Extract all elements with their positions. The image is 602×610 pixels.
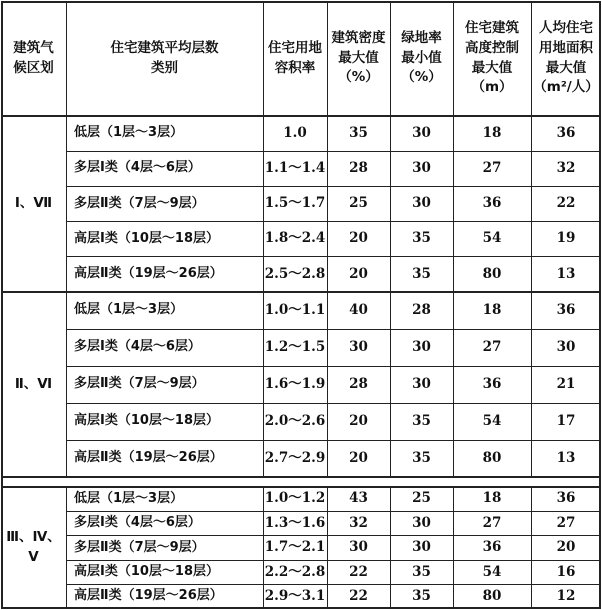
- height-cell: 18: [482, 490, 502, 507]
- plot-ratio-cell: 2.9～3.1: [264, 588, 326, 604]
- row-rule: [66, 560, 601, 561]
- residential-land-standards-table: [1, 1, 601, 609]
- height-cell: 27: [482, 514, 502, 531]
- green-ratio-cell: 35: [412, 230, 431, 247]
- land-per-capita-cell: 20: [556, 539, 576, 556]
- category-cell: 高层Ⅱ类（19层～26层）: [74, 588, 223, 604]
- green-ratio-cell: 30: [412, 160, 431, 176]
- table-bottom-rule: [1, 607, 601, 609]
- zone-separator-rule: [1, 291, 601, 293]
- density-cell: 22: [349, 588, 368, 604]
- plot-ratio-cell: 1.7～2.1: [264, 539, 326, 556]
- category-cell: 多层Ⅱ类（7层～9层）: [74, 376, 205, 392]
- category-cell: 低层（1层～3层）: [74, 302, 184, 318]
- category-cell: 高层Ⅱ类（19层～26层）: [74, 265, 223, 281]
- column-rule: [1, 477, 3, 487]
- land-per-capita-cell: 36: [556, 490, 576, 507]
- row-rule: [66, 535, 601, 536]
- height-cell: 54: [482, 230, 502, 247]
- green-ratio-cell: 30: [412, 195, 431, 212]
- column-rule: [1, 487, 3, 609]
- land-per-capita-cell: 22: [556, 195, 576, 212]
- green-ratio-cell: 35: [412, 265, 431, 282]
- land-per-capita-cell: 36: [556, 124, 576, 141]
- column-rule: [599, 1, 601, 477]
- plot-ratio-cell: 2.2～2.8: [264, 563, 326, 580]
- land-per-capita-cell: 17: [556, 412, 576, 429]
- land-per-capita-cell: 27: [556, 514, 576, 531]
- height-cell: 36: [482, 195, 502, 212]
- column-rule: [453, 1, 454, 477]
- zone-cell: Ⅱ、Ⅵ: [14, 375, 53, 392]
- green-ratio-cell: 30: [412, 338, 431, 355]
- land-per-capita-cell: 30: [556, 338, 576, 355]
- header-storey-category: 住宅建筑平均层数 类别: [110, 39, 219, 76]
- row-rule: [66, 151, 601, 152]
- row-rule: [66, 511, 601, 512]
- header-green-ratio: 绿地率 最小值 （%）: [401, 30, 442, 86]
- category-cell: 多层Ⅰ类（4层～6层）: [74, 515, 201, 531]
- density-cell: 40: [349, 301, 368, 318]
- land-per-capita-cell: 32: [556, 160, 576, 176]
- column-rule: [263, 1, 264, 477]
- green-ratio-cell: 30: [412, 539, 431, 556]
- green-ratio-cell: 35: [412, 412, 431, 429]
- category-cell: 多层Ⅱ类（7层～9层）: [74, 195, 205, 211]
- zone-separator-rule: [1, 476, 601, 478]
- plot-ratio-cell: 1.6～1.9: [264, 375, 326, 392]
- row-rule: [66, 584, 601, 585]
- row-rule: [66, 403, 601, 404]
- plot-ratio-cell: 1.0～1.2: [264, 490, 326, 507]
- height-cell: 80: [482, 449, 502, 466]
- category-cell: 多层Ⅰ类（4层～6层）: [74, 160, 201, 176]
- height-cell: 80: [482, 265, 502, 282]
- column-rule: [263, 487, 264, 609]
- category-cell: 低层（1层～3层）: [74, 125, 184, 141]
- density-cell: 28: [349, 375, 368, 392]
- table-top-rule: [1, 1, 601, 3]
- density-cell: 43: [349, 490, 368, 507]
- row-rule: [66, 256, 601, 257]
- density-cell: 30: [349, 539, 368, 556]
- height-cell: 80: [482, 588, 502, 604]
- row-rule: [66, 221, 601, 222]
- header-building-density: 建筑密度 最大值 （%）: [331, 30, 386, 86]
- column-rule: [1, 1, 3, 477]
- green-ratio-cell: 30: [412, 514, 431, 531]
- plot-ratio-cell: 2.5～2.8: [264, 265, 326, 282]
- plot-ratio-cell: 2.7～2.9: [264, 449, 326, 466]
- zone-cell: Ⅲ、Ⅳ、 Ⅴ: [6, 529, 61, 565]
- plot-ratio-cell: 1.3～1.6: [264, 514, 326, 531]
- category-cell: 多层Ⅰ类（4层～6层）: [74, 339, 201, 355]
- plot-ratio-cell: 1.5～1.7: [264, 195, 326, 212]
- header-bottom-rule: [1, 115, 601, 117]
- height-cell: 27: [482, 338, 502, 355]
- category-cell: 高层Ⅱ类（19层～26层）: [74, 450, 223, 466]
- green-ratio-cell: 25: [412, 490, 431, 507]
- column-rule: [66, 1, 67, 477]
- density-cell: 22: [349, 563, 368, 580]
- header-climate-zone: 建筑气 候区划: [13, 39, 54, 76]
- plot-ratio-cell: 2.0～2.6: [264, 412, 326, 429]
- density-cell: 20: [349, 449, 368, 466]
- density-cell: 30: [349, 338, 368, 355]
- row-rule: [66, 440, 601, 441]
- green-ratio-cell: 35: [412, 588, 431, 604]
- header-land-per-capita: 人均住宅 用地面积 最大值 （m²/人）: [533, 20, 599, 96]
- header-height-limit: 住宅建筑 高度控制 最大值 （m）: [465, 20, 519, 96]
- density-cell: 32: [349, 514, 368, 531]
- plot-ratio-cell: 1.0: [283, 124, 307, 141]
- column-rule: [66, 487, 67, 609]
- land-per-capita-cell: 36: [556, 301, 576, 318]
- green-ratio-cell: 28: [412, 301, 431, 318]
- green-ratio-cell: 30: [412, 124, 431, 141]
- category-cell: 高层Ⅰ类（10层～18层）: [74, 413, 220, 429]
- density-cell: 20: [349, 412, 368, 429]
- land-per-capita-cell: 16: [556, 563, 576, 580]
- plot-ratio-cell: 1.0～1.1: [264, 301, 326, 318]
- land-per-capita-cell: 13: [556, 449, 576, 466]
- row-rule: [66, 366, 601, 367]
- height-cell: 27: [482, 160, 502, 176]
- row-rule: [66, 186, 601, 187]
- land-per-capita-cell: 21: [556, 375, 576, 392]
- column-rule: [531, 1, 532, 477]
- land-per-capita-cell: 13: [556, 265, 576, 282]
- row-rule: [66, 329, 601, 330]
- category-cell: 高层Ⅰ类（10层～18层）: [74, 563, 220, 579]
- column-rule: [390, 487, 391, 609]
- category-cell: 多层Ⅱ类（7层～9层）: [74, 539, 205, 555]
- green-ratio-cell: 35: [412, 563, 431, 580]
- plot-ratio-cell: 1.8～2.4: [264, 230, 326, 247]
- height-cell: 18: [482, 301, 502, 318]
- column-rule: [453, 487, 454, 609]
- plot-ratio-cell: 1.2～1.5: [264, 338, 326, 355]
- column-rule: [327, 1, 328, 477]
- height-cell: 36: [482, 375, 502, 392]
- density-cell: 20: [349, 265, 368, 282]
- density-cell: 28: [349, 160, 368, 176]
- column-rule: [531, 487, 532, 609]
- category-cell: 低层（1层～3层）: [74, 490, 184, 506]
- green-ratio-cell: 35: [412, 449, 431, 466]
- height-cell: 54: [482, 563, 502, 580]
- height-cell: 18: [482, 124, 502, 141]
- column-rule: [599, 477, 601, 487]
- column-rule: [599, 487, 601, 609]
- height-cell: 54: [482, 412, 502, 429]
- green-ratio-cell: 30: [412, 375, 431, 392]
- category-cell: 高层Ⅰ类（10层～18层）: [74, 230, 220, 246]
- zone-separator-rule: [1, 486, 601, 488]
- density-cell: 35: [349, 124, 368, 141]
- height-cell: 36: [482, 539, 502, 556]
- header-plot-ratio: 住宅用地 容积率: [268, 39, 322, 76]
- column-rule: [327, 487, 328, 609]
- density-cell: 20: [349, 230, 368, 247]
- land-per-capita-cell: 12: [556, 588, 576, 604]
- zone-cell: Ⅰ、Ⅶ: [14, 195, 53, 212]
- density-cell: 25: [349, 195, 368, 212]
- plot-ratio-cell: 1.1～1.4: [264, 160, 326, 176]
- column-rule: [390, 1, 391, 477]
- land-per-capita-cell: 19: [556, 230, 576, 247]
